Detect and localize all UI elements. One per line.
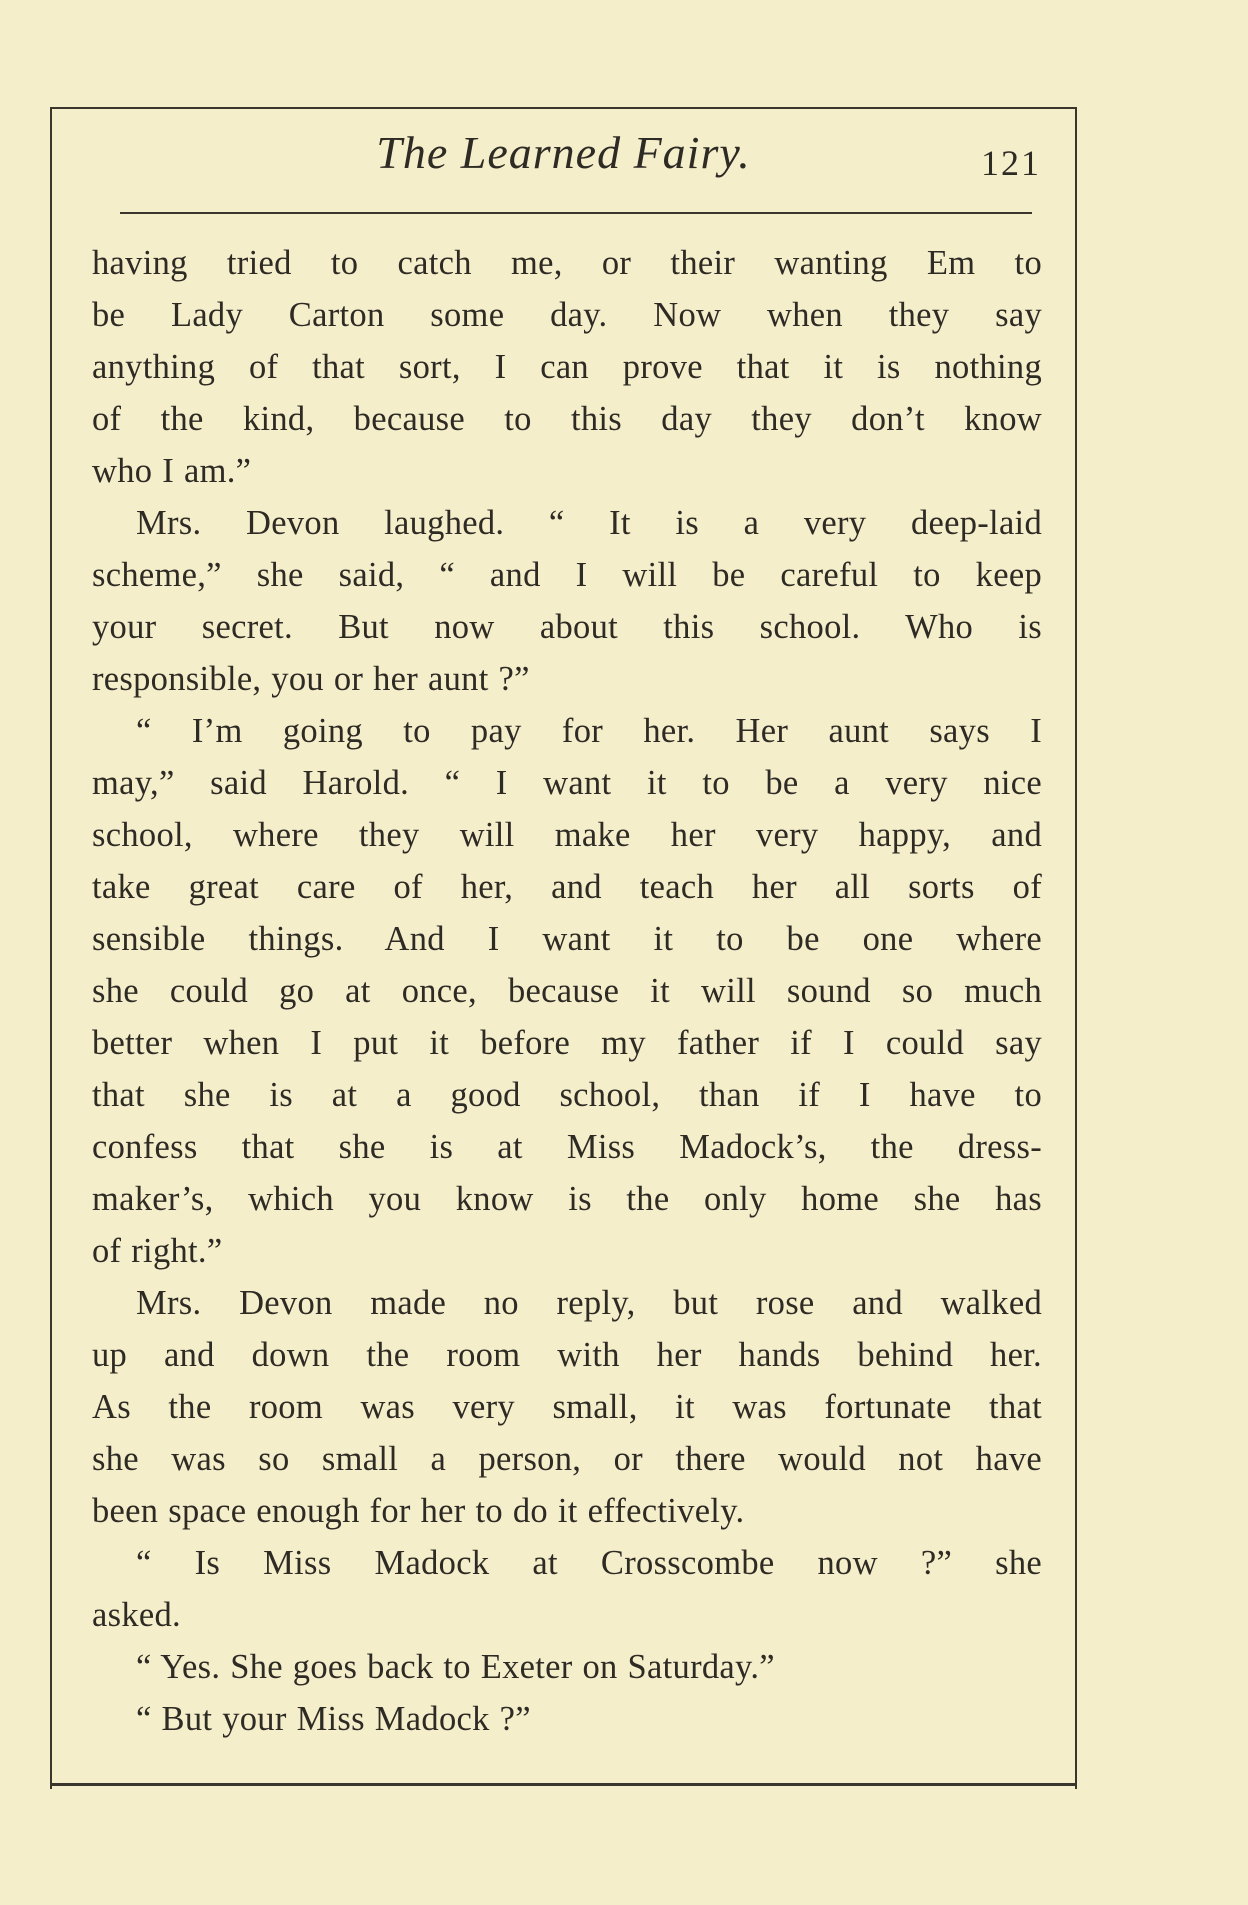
text-line: “ I’m going to pay for her. Her aunt says I <box>136 712 1042 750</box>
text-line: responsible, you or her aunt ?” <box>92 660 530 698</box>
text-line: scheme,” she said, “ and I will be careful to keep <box>92 556 1042 594</box>
text-line: As the room was very small, it was fortunate that <box>92 1388 1042 1426</box>
text-line: school, where they will make her very happy, and <box>92 816 1042 854</box>
text-line: sensible things. And I want it to be one where <box>92 920 1042 958</box>
text-line: take great care of her, and teach her all sorts of <box>92 868 1042 906</box>
page-frame-bottom-rule <box>50 1783 1077 1786</box>
body-text <box>92 237 1042 1745</box>
text-line: asked. <box>92 1596 181 1634</box>
page-number: 121 <box>981 143 1041 183</box>
text-line: “ Is Miss Madock at Crosscombe now ?” she <box>136 1544 1042 1582</box>
header-rule <box>120 212 1032 214</box>
text-line: confess that she is at Miss Madock’s, the dress- <box>92 1128 1042 1166</box>
text-line: may,” said Harold. “ I want it to be a very nice <box>92 764 1042 802</box>
text-line: that she is at a good school, than if I have to <box>92 1076 1042 1114</box>
text-line: your secret. But now about this school. Who is <box>92 608 1042 646</box>
text-line: maker’s, which you know is the only home she has <box>92 1180 1042 1218</box>
text-line: Mrs. Devon made no reply, but rose and walked <box>136 1284 1042 1322</box>
page-header <box>50 118 1077 198</box>
text-line: up and down the room with her hands behind her. <box>92 1336 1042 1374</box>
text-line: having tried to catch me, or their wanting Em to <box>92 244 1042 282</box>
text-line: of right.” <box>92 1232 223 1270</box>
text-line: “ Yes. She goes back to Exeter on Saturday.” <box>136 1648 775 1686</box>
text-line: of the kind, because to this day they don’t know <box>92 400 1042 438</box>
text-line: she could go at once, because it will sound so much <box>92 972 1042 1010</box>
text-line: be Lady Carton some day. Now when they say <box>92 296 1042 334</box>
text-line: anything of that sort, I can prove that it is nothing <box>92 348 1042 386</box>
text-line: “ But your Miss Madock ?” <box>136 1700 531 1738</box>
text-line: she was so small a person, or there would not have <box>92 1440 1042 1478</box>
text-line: Mrs. Devon laughed. “ It is a very deep-laid <box>136 504 1042 542</box>
running-title: The Learned Fairy. <box>376 127 751 178</box>
text-line: better when I put it before my father if I could say <box>92 1024 1042 1062</box>
text-line: been space enough for her to do it effectively. <box>92 1492 745 1530</box>
text-line: who I am.” <box>92 452 252 490</box>
